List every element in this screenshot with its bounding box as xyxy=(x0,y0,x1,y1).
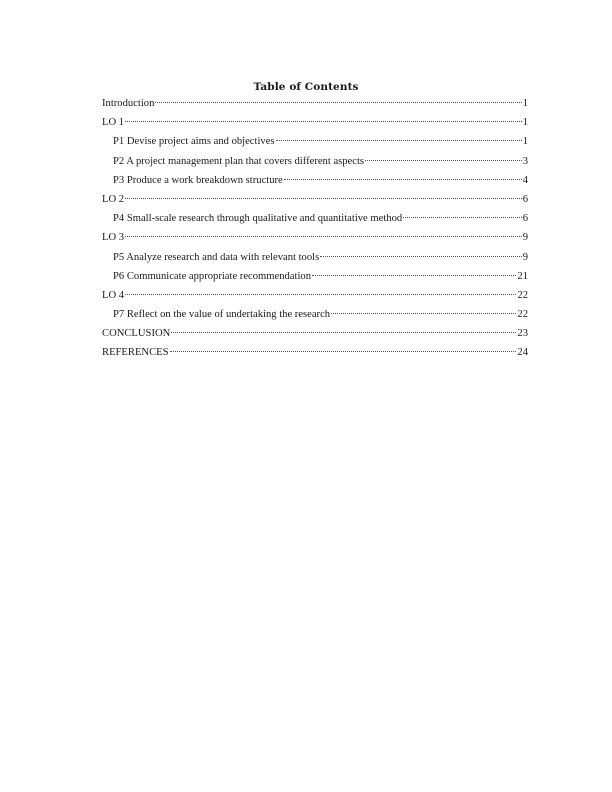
dot-leader xyxy=(125,294,516,295)
toc-entry-label: P6 Communicate appropriate recommendation xyxy=(113,270,311,282)
dot-leader xyxy=(276,140,522,141)
toc-entry-page-number: 24 xyxy=(517,347,528,359)
dot-leader xyxy=(331,313,516,314)
toc-entry-page-number: 1 xyxy=(522,98,528,109)
toc-entry-label: LO 1 xyxy=(102,117,125,129)
toc-entry-p4[interactable] xyxy=(102,212,528,231)
toc-entry-label: P1 Devise project aims and objectives xyxy=(113,136,275,148)
toc-entry-label: CONCLUSION xyxy=(102,328,171,340)
toc-entry-page-number: 22 xyxy=(517,289,528,301)
toc-entry-page-number: 23 xyxy=(517,328,528,340)
toc-entry-page-number: 9 xyxy=(522,232,528,244)
toc-entry-lo2[interactable] xyxy=(102,193,528,212)
toc-title: Table of Contents xyxy=(253,81,359,93)
toc-entry-conclusion[interactable] xyxy=(102,327,528,346)
toc-entry-page-number: 1 xyxy=(522,117,528,129)
toc-entry-introduction[interactable] xyxy=(102,97,528,116)
toc-entry-label: P4 Small-scale research through qualitative and quantitative method xyxy=(113,213,403,225)
dot-leader xyxy=(125,121,522,122)
dot-leader xyxy=(403,217,522,218)
toc-entry-page-number: 9 xyxy=(522,251,528,263)
toc-entry-label: P7 Reflect on the value of undertaking the research xyxy=(113,309,331,321)
toc-entry-label: P5 Analyze research and data with relevant tools xyxy=(113,251,320,263)
dot-leader xyxy=(125,198,522,199)
toc-entry-label: REFERENCES xyxy=(102,347,169,359)
toc-entry-p5[interactable] xyxy=(102,251,528,270)
toc-entry-p1[interactable] xyxy=(102,135,528,154)
toc-entry-label: LO 3 xyxy=(102,232,125,244)
toc-entry-label: LO 2 xyxy=(102,193,125,205)
toc-entry-page-number: 21 xyxy=(517,270,528,282)
toc-entry-p7[interactable] xyxy=(102,308,528,327)
dot-leader xyxy=(125,236,522,237)
dot-leader xyxy=(284,179,522,180)
toc-entry-label: LO 4 xyxy=(102,289,125,301)
toc-entry-page-number: 4 xyxy=(522,174,528,186)
toc-entry-p2[interactable] xyxy=(102,155,528,174)
toc-entry-label: Introduction xyxy=(102,98,155,109)
table-of-contents xyxy=(102,97,528,366)
toc-entry-lo1[interactable] xyxy=(102,116,528,135)
dot-leader xyxy=(155,102,521,103)
dot-leader xyxy=(171,332,516,333)
toc-entry-label: P3 Produce a work breakdown structure xyxy=(113,174,283,186)
toc-entry-lo4[interactable] xyxy=(102,289,528,308)
toc-entry-lo3[interactable] xyxy=(102,231,528,250)
toc-entry-p6[interactable] xyxy=(102,270,528,289)
toc-entry-page-number: 6 xyxy=(522,193,528,205)
toc-entry-page-number: 6 xyxy=(522,213,528,225)
toc-entry-label: P2 A project management plan that covers different aspects xyxy=(113,155,365,167)
toc-entry-page-number: 22 xyxy=(517,309,528,321)
dot-leader xyxy=(312,275,516,276)
dot-leader xyxy=(170,351,517,352)
toc-entry-page-number: 3 xyxy=(522,155,528,167)
toc-entry-page-number: 1 xyxy=(522,136,528,148)
toc-entry-p3[interactable] xyxy=(102,174,528,193)
dot-leader xyxy=(320,256,521,257)
toc-entry-references[interactable] xyxy=(102,346,528,365)
dot-leader xyxy=(365,160,522,161)
